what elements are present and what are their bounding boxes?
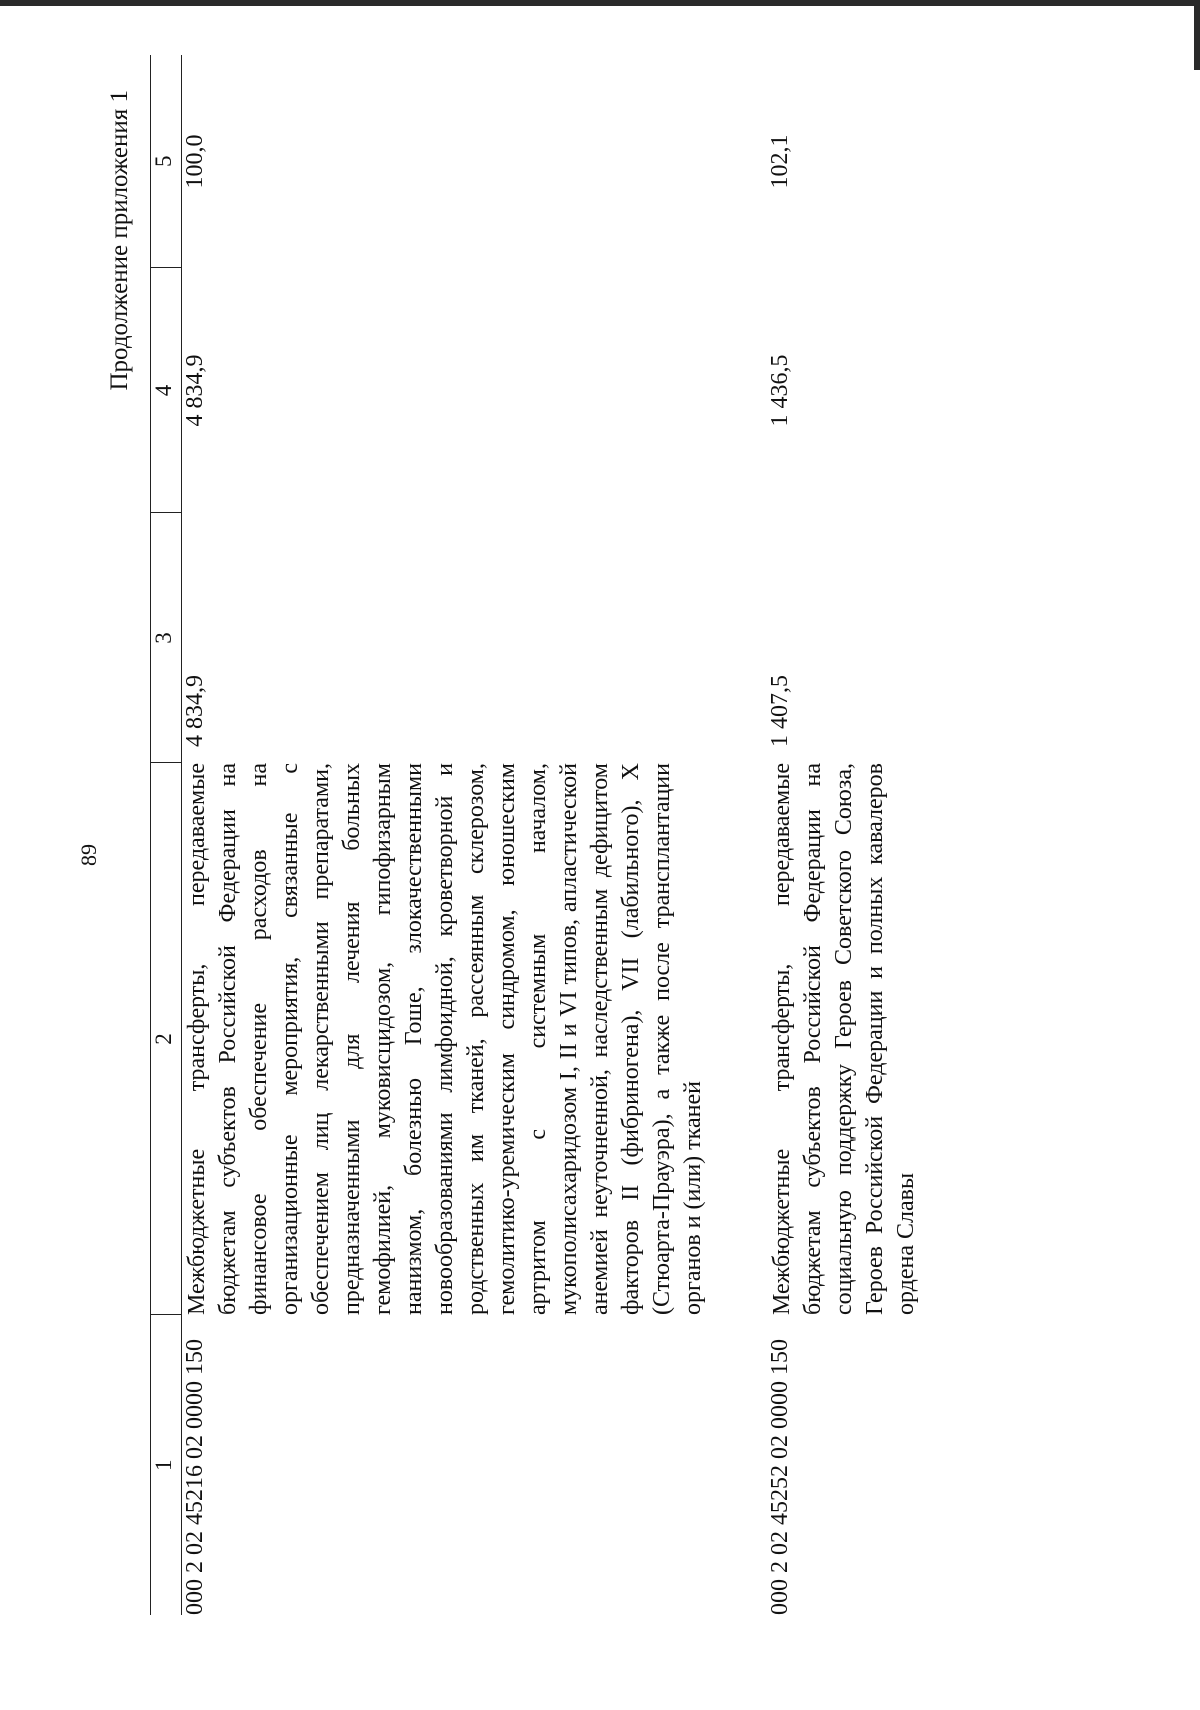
value-column-4: 1 436,5 [767, 354, 793, 427]
column-header-1: 1 [151, 1315, 182, 1615]
item-description: Межбюджетные трансферты, передаваемые бюджетам субъектов Российской Федерации на социальную поддержку Героев Советского Союза, Героев Российской Федерации и полных кавалеров ордена Славы [769, 763, 919, 1315]
budget-code: 000 2 02 45216 02 0000 150 [182, 1339, 208, 1615]
column-header-4: 4 [151, 268, 182, 513]
budget-table [150, 55, 922, 1615]
value-column-5: 102,1 [767, 134, 793, 189]
column-number-row [151, 55, 182, 1615]
row-spacer [709, 55, 767, 1615]
column-header-5: 5 [151, 55, 182, 268]
page-number: 89 [76, 844, 101, 866]
table-row [767, 55, 922, 1615]
budget-code: 000 2 02 45252 02 0000 150 [767, 1339, 793, 1615]
appendix-title: Продолжение приложения 1 [106, 90, 133, 391]
item-description: Межбюджетные трансферты, передаваемые бюджетам субъектов Российской Федерации на финансовое обеспечение расходов на организационные мероприятия, связанные с обеспечением лиц лекарственными препаратами, предназначенными для лечения больных гемофилией, муковисцидозом, гипофизарным нанизмом, болезнью Гоше, злокачественными новообразованиями лимфоидной, кроветворной и родственных им тканей, рассеянным склерозом, гемолитико-уремическим синдромом, юношеским артритом с системным началом, мукополисахаридозом I, II и VI типов, апластической анемией неуточненной, наследственным дефицитом факторов II (фибриногена), VII (лабильного), X (Стюарта-Прауэра), а также после трансплантации органов и (или) тканей [184, 763, 706, 1315]
column-header-2: 2 [151, 763, 182, 1315]
value-column-4: 4 834,9 [182, 354, 208, 427]
value-column-3: 1 407,5 [767, 675, 793, 747]
table-row [182, 55, 710, 1615]
value-column-3: 4 834,9 [182, 675, 208, 747]
value-column-5: 100,0 [182, 134, 208, 189]
column-header-3: 3 [151, 513, 182, 763]
